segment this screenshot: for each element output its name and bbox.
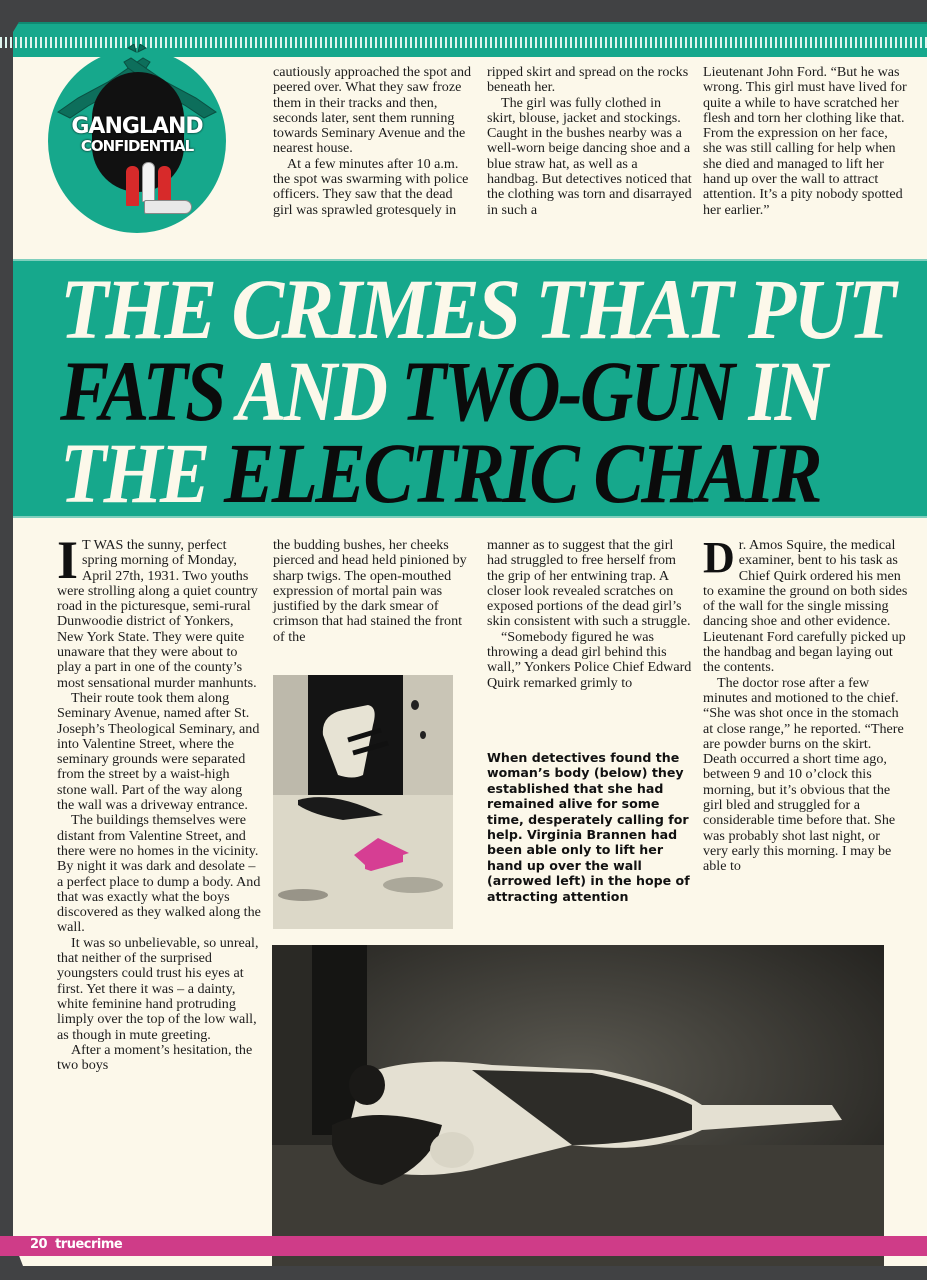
logo-line2: CONFIDENTIAL [80,137,194,155]
top-column-1: cautiously approached the spot and peered over. What they saw froze them in their tracks and then, seconds later, sent them running towards Seminary Avenue and the nearest house. At a few minutes after 10 a.m. the spot was swarming with police officers. They saw that the dead girl was sprawled grotesquely in [273,64,472,218]
footer-band [0,1236,927,1256]
photo-hand-over-wall [273,675,453,929]
article-column-4: D r. Amos Squire, the medical examiner, bent to his task as Chief Quirk ordered his men to examine the ground on both sides of the wall for the single missing dancing shoe and other evidence. Lieutenant Ford carefully picked up the handbag and began laying out the contents. The doctor rose after a few minutes and motioned to the chief. “She was shot once in the stomach at close range,” he reported. “There are powder burns on the skirt. Death occurred a short time ago, between 9 and 10 o’clock this morning, but it’s obvious that the girl bled and struggled for a considerable time before that. She was probably shot last night, or very early this morning. I may be able to [703,533,908,875]
page-number: 20 [30,1237,48,1252]
headline-line3: THE ELECTRIC CHAIR [60,425,820,521]
gangland-confidential-logo [48,44,226,234]
headline-line1: THE CRIMES THAT PUT [60,261,894,357]
top-column-2: ripped skirt and spread on the rocks beneath her. The girl was fully clothed in skirt, blouse, jacket and stockings. Caught in the bushes nearby was a well-worn beige dancing shoe and a blue straw hat, as well as a handbag. But detectives noticed that the clothing was torn and disarrayed in such a [487,64,692,218]
footer [30,1237,130,1252]
photo-crime-scene [272,945,884,1266]
dropcap-d: D [703,533,735,582]
article-column-2: the budding bushes, her cheeks pierced and head held pinioned by sharp twigs. The open-mouthed expression of mortal pain was justified by the dark smear of crimson that had stained the front of the [273,537,467,645]
dropcap-i: I [57,530,79,590]
magazine-name: truecrime [55,1237,123,1252]
headline-line2: FATS AND TWO-GUN IN [60,343,826,439]
top-column-3: Lieutenant John Ford. “But he was wrong. This girl must have lived for quite a while to have scratched her flesh and torn her clothing like that. From the expression on her face, she was still calling for help when she died and managed to lift her hand up over the wall to attract attention. It’s a pity nobody spotted her earlier.” [703,64,907,218]
article-column-3: manner as to suggest that the girl had struggled to free herself from the grip of her entwining trap. A closer look revealed scratches on exposed portions of the dead girl’s skin consistent with such a struggle. “Somebody figured he was throwing a dead girl behind this wall,” Yonkers Police Chief Edward Quirk remarked grimly to [487,537,692,691]
article-column-1: I T WAS the sunny, perfect spring morning of Monday, April 27th, 1931. Two youths were strolling along a quiet country road in the picturesque, semi-rural Dunwoodie district of Yonkers, New York State. They were quite unaware that they were about to play a part in one of the county’s most sensational murder manhunts. Their route took them along Seminary Avenue, named after St. Joseph’s Theological Seminary, and into Valentine Street, where the seminary grounds were separated from the street by a waist-high stone wall. Part of the way along the wall was a driveway entrance. The buildings themselves were distant from Valentine Street, and there were no homes in the vicinity. By night it was dark and desolate – a perfect place to dump a body. And that was exactly what the boys discovered as they walked along the wall. It was so unbelievable, so unreal, that neither of the surprised youngsters could trust his eyes at first. Yet there it was – a dainty, white feminine hand protruding limply over the top of the low wall, as though in mute greeting. After a moment’s hesitation, the two boys [57,530,261,1074]
photo-caption: When detectives found the woman’s body (below) they established that she had remained alive for some time, desperately calling for help. Virginia Brannen had been able only to lift her hand up over the wall (arrowed left) in the hope of attracting attention [487,750,690,904]
logo-line1: GANGLAND [71,114,203,139]
